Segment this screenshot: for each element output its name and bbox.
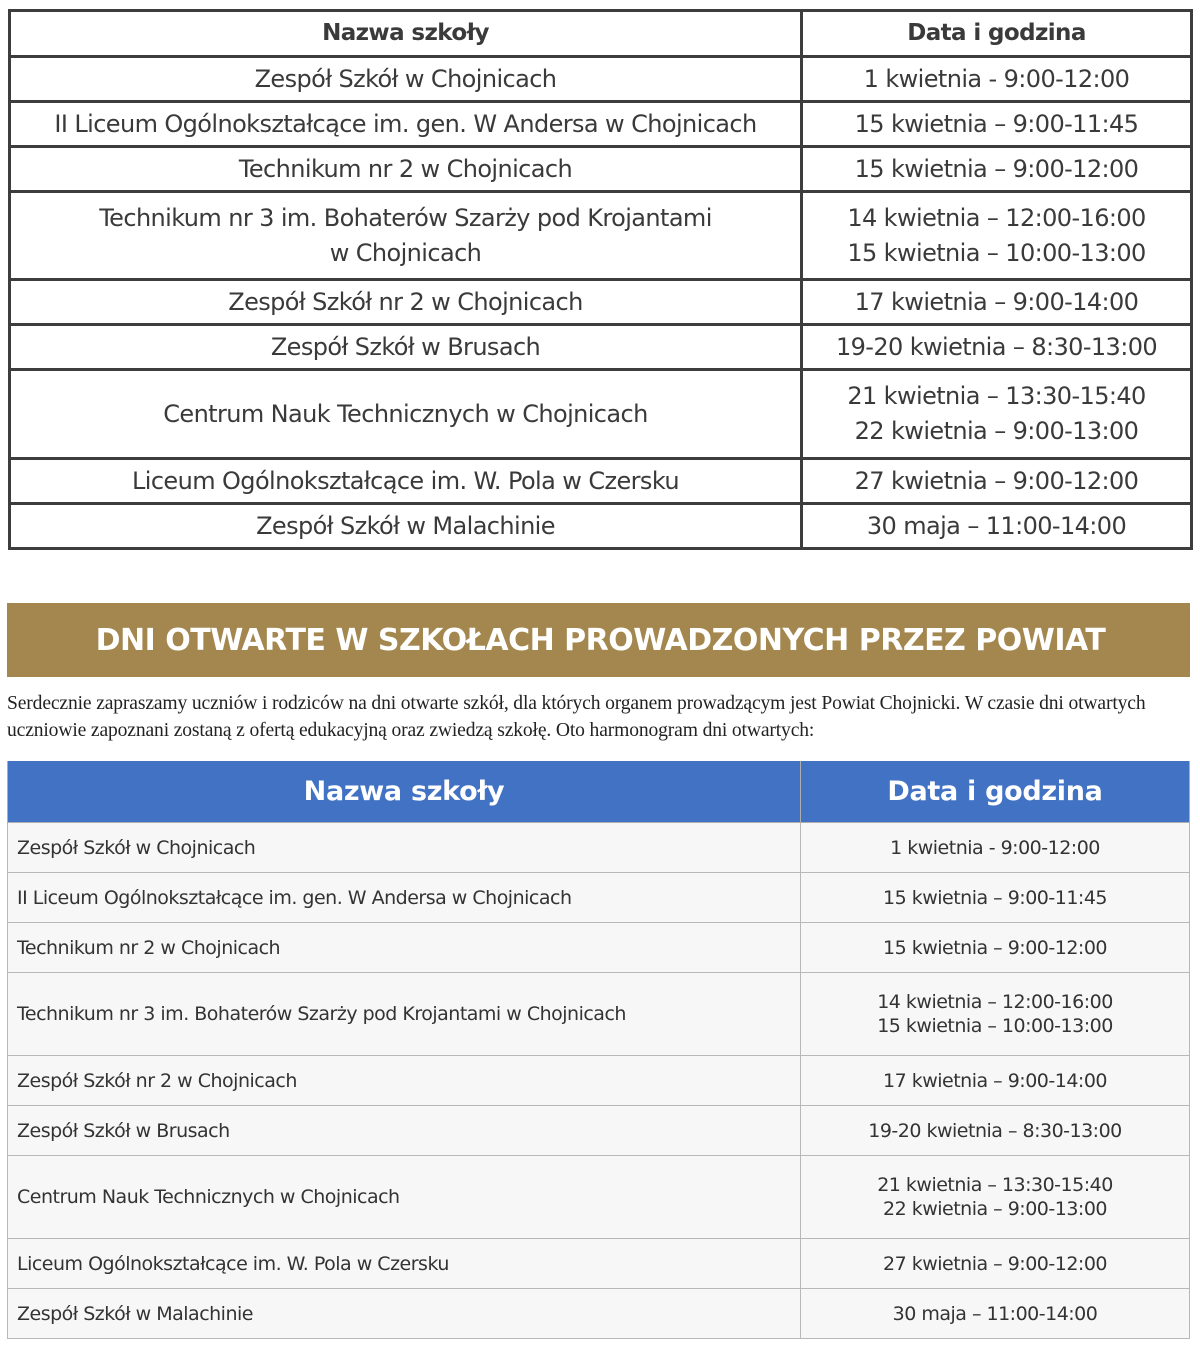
school-name: Zespół Szkół nr 2 w Chojnicach bbox=[8, 1056, 801, 1106]
section-banner bbox=[7, 603, 1190, 677]
school-name: Liceum Ogólnokształcące im. W. Pola w Czersku bbox=[132, 466, 679, 495]
school-name: Zespół Szkół nr 2 w Chojnicach bbox=[228, 287, 583, 316]
school-name: Centrum Nauk Technicznych w Chojnicach bbox=[163, 399, 648, 428]
table-row bbox=[10, 147, 1192, 192]
date-cell bbox=[801, 1106, 1190, 1156]
table-row bbox=[8, 1056, 1190, 1106]
school-name: Zespół Szkół w Chojnicach bbox=[8, 823, 801, 873]
school-name-line: w Chojnicach bbox=[329, 238, 482, 267]
date-cell bbox=[801, 923, 1190, 973]
date-time: 27 kwietnia – 9:00-12:00 bbox=[854, 466, 1139, 495]
school-name-cell bbox=[10, 57, 802, 102]
date-cell bbox=[801, 823, 1190, 873]
date-time: 15 kwietnia – 10:00-13:00 bbox=[877, 1015, 1113, 1037]
date-cell bbox=[801, 873, 1190, 923]
school-name-cell bbox=[10, 280, 802, 325]
table-row bbox=[10, 459, 1192, 504]
date-time: 21 kwietnia – 13:30-15:40 bbox=[877, 1174, 1113, 1196]
date-time: 30 maja – 11:00-14:00 bbox=[892, 1302, 1098, 1325]
banner-title: DNI OTWARTE W SZKOŁACH PROWADZONYCH PRZEZ POWIAT bbox=[95, 622, 1106, 658]
date-cell bbox=[802, 504, 1192, 549]
table-row bbox=[10, 192, 1192, 280]
schedule-table-plain bbox=[8, 9, 1193, 550]
school-name: Technikum nr 3 im. Bohaterów Szarży pod Krojantami w Chojnicach bbox=[8, 973, 801, 1056]
school-name: Technikum nr 2 w Chojnicach bbox=[8, 923, 801, 973]
school-name-cell bbox=[10, 192, 802, 280]
date-cell bbox=[802, 192, 1192, 280]
table-row bbox=[10, 280, 1192, 325]
school-name-cell bbox=[10, 102, 802, 147]
school-name: Zespół Szkół w Brusach bbox=[8, 1106, 801, 1156]
school-name-cell bbox=[10, 147, 802, 192]
date-cell bbox=[801, 1056, 1190, 1106]
date-time: 15 kwietnia – 10:00-13:00 bbox=[847, 238, 1146, 267]
date-time: 19-20 kwietnia – 8:30-13:00 bbox=[868, 1119, 1122, 1142]
date-time: 15 kwietnia – 9:00-11:45 bbox=[883, 886, 1107, 909]
school-name: II Liceum Ogólnokształcące im. gen. W Andersa w Chojnicach bbox=[8, 873, 801, 923]
school-name: Liceum Ogólnokształcące im. W. Pola w Czersku bbox=[8, 1239, 801, 1289]
table-row bbox=[10, 102, 1192, 147]
table-row bbox=[10, 504, 1192, 549]
school-name-cell bbox=[10, 370, 802, 459]
date-cell bbox=[801, 973, 1190, 1056]
date-cell bbox=[802, 459, 1192, 504]
table-row bbox=[8, 823, 1190, 873]
date-time: 17 kwietnia – 9:00-14:00 bbox=[854, 287, 1139, 316]
date-cell bbox=[801, 1239, 1190, 1289]
date-time: 14 kwietnia – 12:00-16:00 bbox=[877, 991, 1113, 1013]
column-header-date-time: Data i godzina bbox=[802, 11, 1192, 57]
table-row bbox=[10, 57, 1192, 102]
school-name-line: Technikum nr 3 im. Bohaterów Szarży pod Krojantami bbox=[99, 203, 712, 232]
date-time: 22 kwietnia – 9:00-13:00 bbox=[854, 417, 1139, 445]
intro-paragraph: Serdecznie zapraszamy uczniów i rodziców na dni otwarte szkół, dla których organem prowadzącym jest Powiat Chojnicki. W czasie dni otwartych uczniowie zapoznani zostaną z ofertą edukacyjną oraz zwiedzą szkołę. Oto harmonogram dni otwartych: bbox=[7, 693, 1146, 741]
date-cell bbox=[802, 102, 1192, 147]
schedule-table-styled bbox=[7, 761, 1190, 1339]
school-name: Zespół Szkół w Malachinie bbox=[8, 1289, 801, 1339]
school-name-cell bbox=[10, 459, 802, 504]
date-time: 22 kwietnia – 9:00-13:00 bbox=[883, 1198, 1107, 1220]
date-time: 30 maja – 11:00-14:00 bbox=[866, 511, 1127, 540]
column-header-school-name: Nazwa szkoły bbox=[8, 761, 801, 823]
date-time: 14 kwietnia – 12:00-16:00 bbox=[847, 203, 1146, 232]
school-name-cell bbox=[10, 325, 802, 370]
table-row bbox=[8, 1106, 1190, 1156]
date-cell bbox=[801, 1289, 1190, 1339]
date-cell bbox=[802, 325, 1192, 370]
date-time: 15 kwietnia – 9:00-11:45 bbox=[854, 109, 1139, 138]
table-row bbox=[10, 325, 1192, 370]
table-header-row bbox=[10, 11, 1192, 57]
school-name: Technikum nr 2 w Chojnicach bbox=[238, 154, 573, 183]
date-time: 1 kwietnia - 9:00-12:00 bbox=[890, 836, 1100, 859]
table-row bbox=[10, 370, 1192, 459]
date-cell bbox=[801, 1156, 1190, 1239]
date-cell bbox=[802, 280, 1192, 325]
school-name: Zespół Szkół w Chojnicach bbox=[254, 64, 557, 93]
date-time: 17 kwietnia – 9:00-14:00 bbox=[883, 1069, 1107, 1092]
date-time: 21 kwietnia – 13:30-15:40 bbox=[847, 382, 1146, 410]
table-row bbox=[8, 923, 1190, 973]
school-name-cell bbox=[10, 504, 802, 549]
column-header-date-time: Data i godzina bbox=[801, 761, 1190, 823]
date-time: 1 kwietnia - 9:00-12:00 bbox=[863, 64, 1130, 93]
school-name: II Liceum Ogólnokształcące im. gen. W Andersa w Chojnicach bbox=[54, 109, 757, 138]
date-time: 27 kwietnia – 9:00-12:00 bbox=[883, 1252, 1107, 1275]
table-row bbox=[8, 973, 1190, 1056]
school-name: Zespół Szkół w Brusach bbox=[270, 332, 541, 361]
table-header-row bbox=[8, 761, 1190, 823]
date-cell bbox=[802, 370, 1192, 459]
table-row bbox=[8, 1156, 1190, 1239]
date-time: 15 kwietnia – 9:00-12:00 bbox=[854, 154, 1139, 183]
date-cell bbox=[802, 57, 1192, 102]
date-cell bbox=[802, 147, 1192, 192]
school-name: Zespół Szkół w Malachinie bbox=[256, 511, 555, 540]
table-row bbox=[8, 1239, 1190, 1289]
table-row bbox=[8, 873, 1190, 923]
school-name: Centrum Nauk Technicznych w Chojnicach bbox=[8, 1156, 801, 1239]
date-time: 15 kwietnia – 9:00-12:00 bbox=[883, 936, 1107, 959]
table-row bbox=[8, 1289, 1190, 1339]
column-header-school-name: Nazwa szkoły bbox=[10, 11, 802, 57]
date-time: 19-20 kwietnia – 8:30-13:00 bbox=[835, 332, 1158, 361]
